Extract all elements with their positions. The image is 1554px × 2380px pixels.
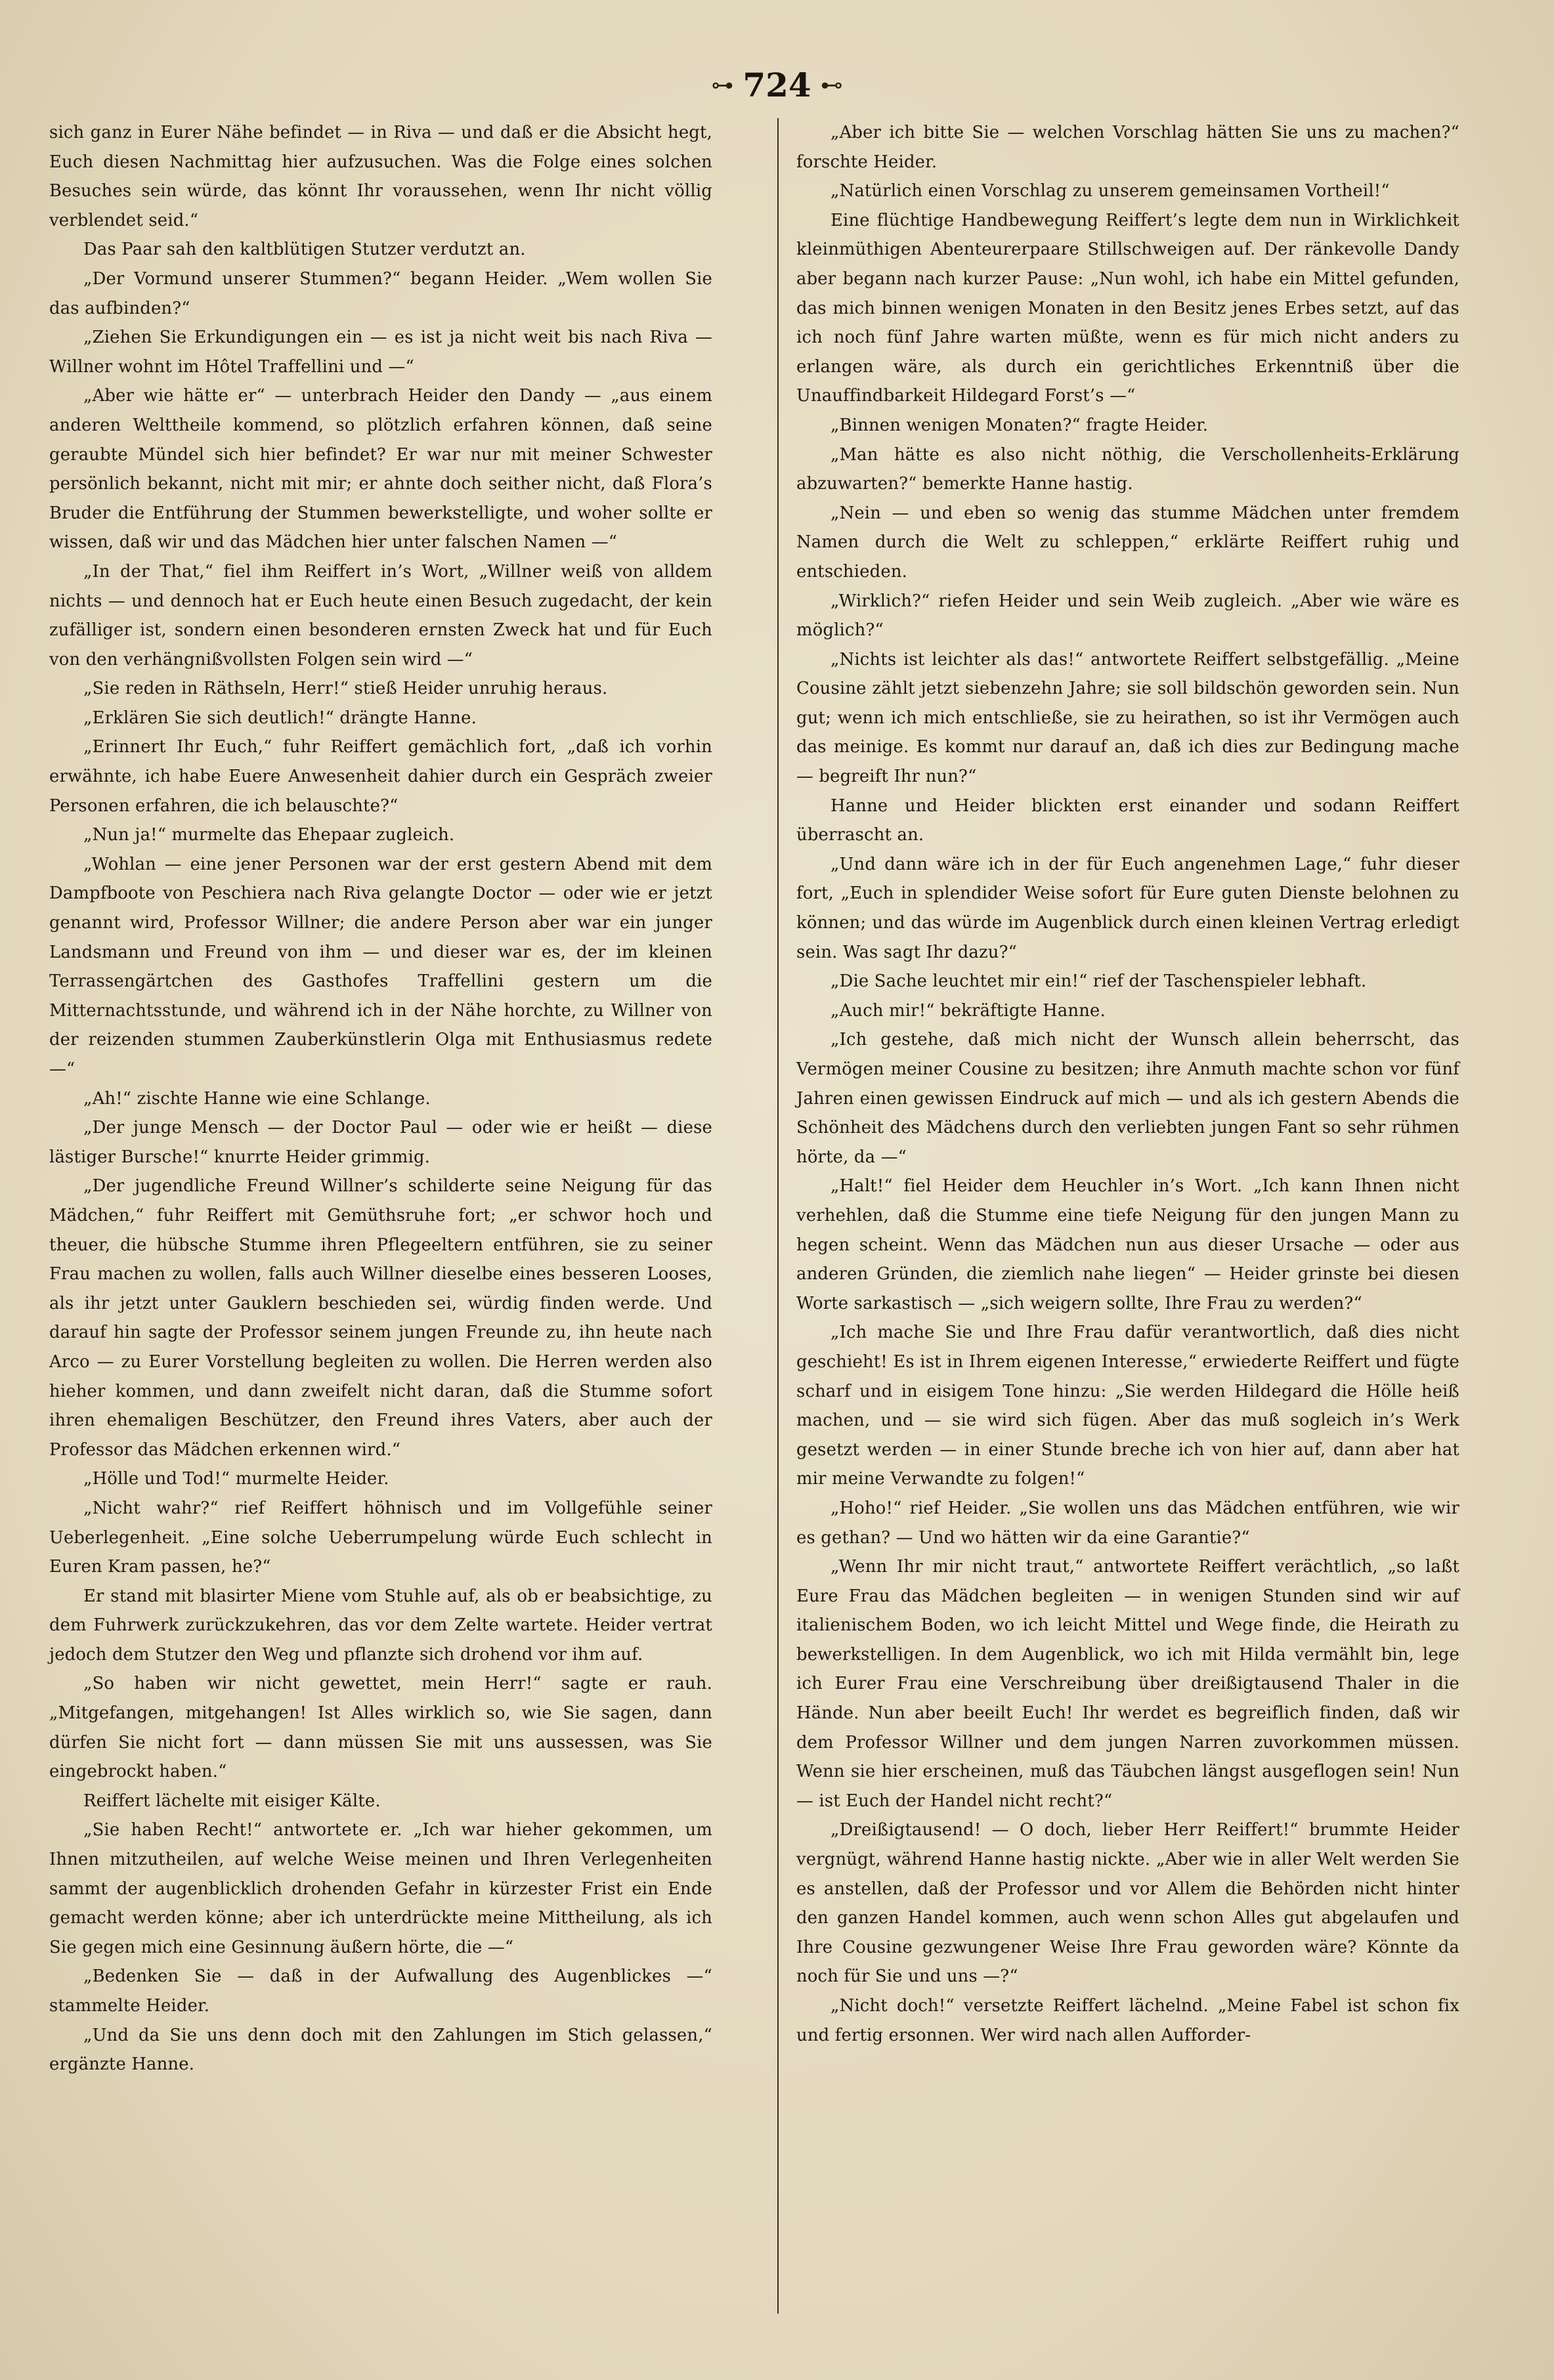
paragraph: Hanne und Heider blickten erst einander und sodann Reiffert überrascht an. [796, 796, 1459, 845]
paragraph: „Hoho!“ rief Heider. „Sie wollen uns das Mädchen entführen, wie wir es gethan? — Und wo hätten wir da eine Garantie?“ [796, 1498, 1459, 1548]
paragraph: „So haben wir nicht gewettet, mein Herr!“ sagte er rauh. „Mitgefangen, mitgehangen! Ist Alles wirklich so, wie Sie sagen, dann dürfen Sie nicht fort — dann müssen Sie mit uns aussessen, was Sie eingebrockt haben.“ [49, 1674, 712, 1782]
ornament-right-icon: ⊷ [820, 72, 843, 98]
paragraph: Er stand mit blasirter Miene vom Stuhle auf, als ob er beabsichtige, zu dem Fuhrwerk zurückzukehren, das vor dem Zelte wartete. Heider vertrat jedoch dem Stutzer den Weg und pflanzte sich drohend vor ihm auf. [49, 1586, 712, 1665]
paragraph: „In der That,“ fiel ihm Reiffert in’s Wort, „Willner weiß von alldem nichts — und dennoch hat er Euch heute einen Besuch zugedacht, der kein zufälliger ist, sondern einen besonderen ernsten Zweck hat und für Euch von den verhängnißvollsten Folgen sein wird —“ [49, 561, 712, 669]
paragraph: „Ich mache Sie und Ihre Frau dafür verantwortlich, daß dies nicht geschieht! Es ist in Ihrem eigenen Interesse,“ erwiederte Reiffert und fügte scharf und in eisigem Tone hinzu: „Sie werden Hildegard die Hölle heiß machen, und — sie wird sich fügen. Aber das muß sogleich in’s Werk gesetzt werden — in einer Stunde breche ich von hier auf, dann aber hat mir meine Verwandte zu folgen!“ [796, 1323, 1459, 1489]
paragraph: „Aber wie hätte er“ — unterbrach Heider den Dandy — „aus einem anderen Welttheile kommend, so plötzlich erfahren können, daß seine geraubte Mündel sich hier befindet? Er war nur mit meiner Schwester persönlich bekannt, nicht mit mir; er ahnte doch seither nicht, daß Flora’s Bruder die Entführung der Stummen bewerkstelligte, und woher sollte er wissen, daß wir und das Mädchen hier unter falschen Namen —“ [49, 386, 712, 553]
paragraph: „Der junge Mensch — der Doctor Paul — oder wie er heißt — diese lästiger Bursche!“ knurrte Heider grimmig. [49, 1118, 712, 1167]
paragraph: „Hölle und Tod!“ murmelte Heider. [83, 1469, 389, 1489]
ornament-left-icon: ⊶ [711, 72, 734, 98]
paragraph: „Die Sache leuchtet mir ein!“ rief der Taschenspieler lebhaft. [831, 971, 1367, 992]
text-column-left [49, 118, 712, 2079]
paragraph: „Nichts ist leichter als das!“ antwortete Reiffert selbstgefällig. „Meine Cousine zählt jetzt siebenzehn Jahre; sie soll bildschön geworden sein. Nun gut; wenn ich mich entschließe, sie zu heirathen, so ist ihr Vermögen auch das meinige. Es kommt nur darauf an, daß ich dies zur Bedingung mache — begreift Ihr nun?“ [796, 649, 1459, 787]
paragraph: „Sie haben Recht!“ antwortete er. „Ich war hieher gekommen, um Ihnen mitzutheilen, auf welche Weise meinen und Ihren Verlegenheiten sammt der augenblicklich drohenden Gefahr in kürzester Frist ein Ende gemacht werden könne; aber ich unterdrückte meine Mittheilung, als ich Sie gegen mich eine Gesinnung äußern hörte, die —“ [49, 1820, 712, 1957]
paragraph: „Nun ja!“ murmelte das Ehepaar zugleich. [83, 825, 455, 845]
paragraph: „Wohlan — eine jener Personen war der erst gestern Abend mit dem Dampfboote von Peschiera nach Riva gelangte Doctor — oder wie er jetzt genannt wird, Professor Willner; die andere Person aber war ein junger Landsmann und Freund von ihm — und dieser war es, der im kleinen Terrassengärtchen des Gasthofes Traffellini gestern um die Mitternachtsstunde, und während ich in der Nähe horchte, zu Willner von der reizenden stummen Zauberkünstlerin Olga mit Enthusiasmus redete —“ [49, 854, 712, 1079]
paragraph: „Natürlich einen Vorschlag zu unserem gemeinsamen Vortheil!“ [831, 181, 1390, 202]
paragraph: „Nicht wahr?“ rief Reiffert höhnisch und im Vollgefühle seiner Ueberlegenheit. „Eine solche Ueberrumpelung würde Euch schlecht in Euren Kram passen, he?“ [49, 1498, 712, 1577]
page-header [0, 56, 1554, 115]
text-column-right [796, 118, 1459, 2050]
paragraph: „Wirklich?“ riefen Heider und sein Weib zugleich. „Aber wie wäre es möglich?“ [796, 591, 1459, 641]
paragraph: „Nein — und eben so wenig das stumme Mädchen unter fremdem Namen durch die Welt zu schleppen,“ erklärte Reiffert ruhig und entschieden. [796, 503, 1459, 582]
paragraph: „Sie reden in Räthseln, Herr!“ stieß Heider unruhig heraus. [83, 679, 608, 699]
paragraph: „Nicht doch!“ versetzte Reiffert lächelnd. „Meine Fabel ist schon fix und fertig ersonnen. Wer wird nach allen Aufforder- [796, 1996, 1459, 2045]
paragraph: „Aber ich bitte Sie — welchen Vorschlag hätten Sie uns zu machen?“ forschte Heider. [796, 123, 1459, 172]
page-number: 724 [743, 66, 811, 104]
paragraph: „Der jugendliche Freund Willner’s schilderte seine Neigung für das Mädchen,“ fuhr Reiffert mit Gemüthsruhe fort; „er schwor hoch und theuer, die hübsche Stumme ihren Pflegeeltern entführen, sie zu seiner Frau machen zu wollen, falls auch Willner dieselbe eines besseren Looses, als ihr jetzt unter Gauklern beschieden sei, würdig finden werde. Und darauf hin sagte der Professor seinem jungen Freunde zu, ihn heute nach Arco — zu Eurer Vorstellung begleiten zu wollen. Die Herren werden also hieher kommen, und dann zweifelt nicht daran, daß die Stumme sofort ihren ehemaligen Beschützer, den Freund ihres Vaters, aber auch der Professor das Mädchen erkennen wird.“ [49, 1176, 712, 1460]
column-divider [777, 118, 779, 2314]
paragraph: Reiffert lächelte mit eisiger Kälte. [83, 1791, 381, 1811]
paragraph: sich ganz in Eurer Nähe befindet — in Riva — und daß er die Absicht hegt, Euch diesen Nachmittag hier aufzusuchen. Was die Folge eines solchen Besuches sein würde, das könnt Ihr voraussehen, wenn Ihr nicht völlig verblendet seid.“ [49, 123, 712, 230]
paragraph: „Und dann wäre ich in der für Euch angenehmen Lage,“ fuhr dieser fort, „Euch in splendider Weise sofort für Eure guten Dienste belohnen zu können; und das würde im Augenblick durch einen kleinen Vertrag erledigt sein. Was sagt Ihr dazu?“ [796, 854, 1459, 962]
paragraph: „Und da Sie uns denn doch mit den Zahlungen im Stich gelassen,“ ergänzte Hanne. [49, 2025, 712, 2075]
paragraph: „Halt!“ fiel Heider dem Heuchler in’s Wort. „Ich kann Ihnen nicht verhehlen, daß die Stumme eine tiefe Neigung für den jungen Mann zu hegen scheint. Wenn das Mädchen nun aus dieser Ursache — oder aus anderen Gründen, die ziemlich nahe liegen“ — Heider grinste bei diesen Worte sarkastisch — „sich weigern sollte, Ihre Frau zu werden?“ [796, 1176, 1459, 1313]
paragraph: „Man hätte es also nicht nöthig, die Verschollenheits-Erklärung abzuwarten?“ bemerkte Hanne hastig. [796, 444, 1459, 494]
paragraph: „Ziehen Sie Erkundigungen ein — es ist ja nicht weit bis nach Riva — Willner wohnt im Hôtel Traffellini und —“ [49, 328, 712, 377]
paragraph: „Ah!“ zischte Hanne wie eine Schlange. [83, 1088, 431, 1109]
paragraph: Das Paar sah den kaltblütigen Stutzer verdutzt an. [83, 240, 526, 260]
paragraph: „Der Vormund unserer Stummen?“ begann Heider. „Wem wollen Sie das aufbinden?“ [49, 268, 712, 318]
paragraph: „Ich gestehe, daß mich nicht der Wunsch allein beherrscht, das Vermögen meiner Cousine zu besitzen; ihre Anmuth machte schon vor fünf Jahren einen gewissen Eindruck auf mich — und als ich gestern Abends die Schönheit des Mädchens durch den verliebten jungen Fant so sehr rühmen hörte, da —“ [796, 1030, 1459, 1167]
paragraph: „Binnen wenigen Monaten?“ fragte Heider. [831, 415, 1209, 435]
paragraph: „Wenn Ihr mir nicht traut,“ antwortete Reiffert verächtlich, „so laßt Eure Frau das Mädchen begleiten — in wenigen Stunden sind wir auf italienischem Boden, wo ich leicht Mittel und Wege finde, die Heirath zu bewerkstelligen. In dem Augenblick, wo ich mit Hilda vermählt bin, lege ich Eurer Frau eine Verschreibung über dreißigtausend Thaler in die Hände. Nun aber beeilt Euch! Ihr werdet es begreiflich finden, daß wir dem Professor Willner und dem jungen Narren zuvorkommen müssen. Wenn sie hier erscheinen, muß das Täubchen längst ausgeflogen sein! Nun — ist Euch der Handel nicht recht?“ [796, 1557, 1459, 1811]
paragraph: „Dreißigtausend! — O doch, lieber Herr Reiffert!“ brummte Heider vergnügt, während Hanne hastig nickte. „Aber wie in aller Welt werden Sie es anstellen, daß der Professor und vor Allem die Behörden nicht hinter den ganzen Handel kommen, auch wenn schon Alles gut abgelaufen und Ihre Cousine gezwungener Weise Ihre Frau geworden wäre? Könnte da noch für Sie und uns —?“ [796, 1820, 1459, 1987]
paragraph: „Bedenken Sie — daß in der Aufwallung des Augenblickes —“ stammelte Heider. [49, 1966, 712, 2016]
paragraph: „Erklären Sie sich deutlich!“ drängte Hanne. [83, 708, 477, 728]
paragraph: „Auch mir!“ bekräftigte Hanne. [831, 1000, 1106, 1021]
paragraph: Eine flüchtige Handbewegung Reiffert’s legte dem nun in Wirklichkeit kleinmüthigen Abenteurerpaare Stillschweigen auf. Der ränkevolle Dandy aber begann nach kurzer Pause: „Nun wohl, ich habe ein Mittel gefunden, das mich binnen wenigen Monaten in den Besitz jenes Erbes setzt, auf das ich noch fünf Jahre warten müßte, wenn es für mich nicht anders zu erlangen wäre, als durch ein gerichtliches Erkenntniß über die Unauffindbarkeit Hildegard Forst’s —“ [796, 210, 1459, 406]
paragraph: „Erinnert Ihr Euch,“ fuhr Reiffert gemächlich fort, „daß ich vorhin erwähnte, ich habe Euere Anwesenheit dahier durch ein Gespräch zweier Personen erfahren, die ich belauschte?“ [49, 737, 712, 816]
